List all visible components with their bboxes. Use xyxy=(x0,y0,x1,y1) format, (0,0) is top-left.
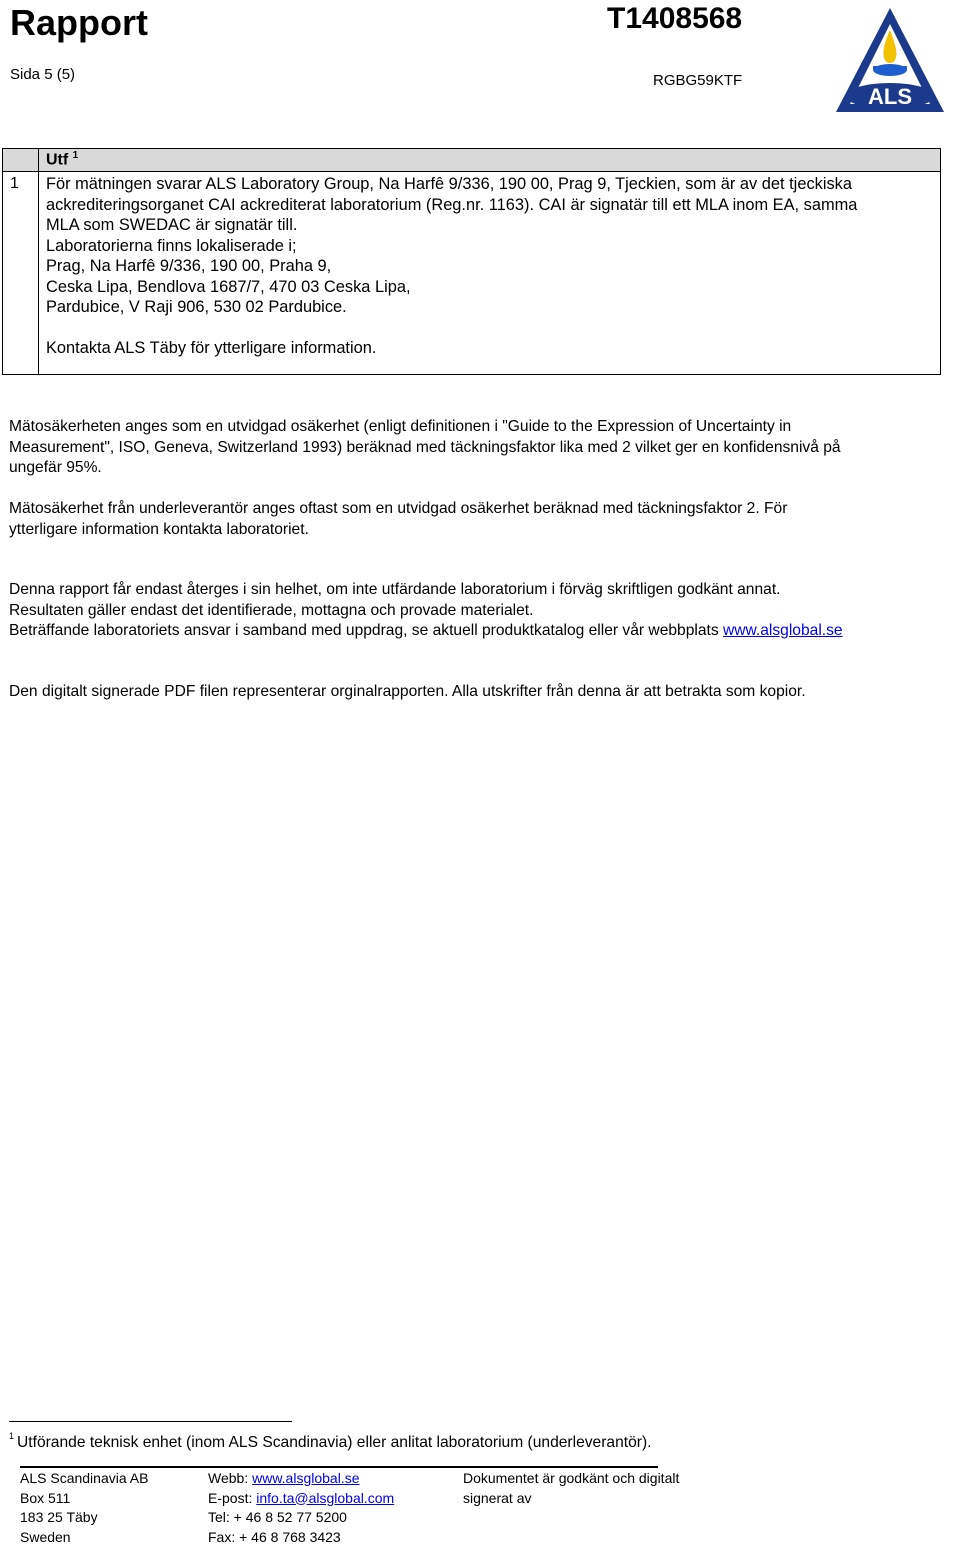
uncertainty-paragraph: Mätosäkerheten anges som en utvidgad osäkerhet (enligt definitionen i "Guide to the Expression of Uncertainty in Measurement", ISO, Geneva, Switzerland 1993) beräknad med täckningsfaktor lika med 2 vilket ger en konfidensnivå på ungefär 95%. xyxy=(9,418,841,476)
footer-signature-note: Dokumentet är godkänt och digitalt signerat av xyxy=(463,1470,680,1506)
box-header xyxy=(3,149,940,172)
subcontractor-paragraph: Mätosäkerhet från underleverantör anges oftast som en utvidgad osäkerhet beräknad med täckningsfaktor 2. För ytterligare information kontakta laboratoriet. xyxy=(9,500,788,538)
box-line: Ceska Lipa, Bendlova 1687/7, 470 03 Ceska Lipa, xyxy=(46,277,411,296)
box-line: MLA som SWEDAC är signatär till. xyxy=(46,216,298,234)
footer-address: ALS Scandinavia AB Box 511 183 25 Täby Sweden xyxy=(20,1470,149,1545)
box-content xyxy=(46,174,857,358)
page-indicator: Sida 5 (5) xyxy=(10,66,76,83)
footnote: $^1$ Utförande teknisk enhet (inom ALS Scandinavia) eller anlitat laboratorium (underleverantör). xyxy=(9,1431,652,1451)
utf-info-box xyxy=(2,148,941,375)
footer-contact: Webb: www.alsglobal.se E-post: info.ta@alsglobal.com Tel: + 46 8 52 77 5200 Fax: + 46 8 768 3423 xyxy=(208,1470,395,1545)
report-code: RGBG59KTF xyxy=(653,72,743,89)
box-line: Prag, Na Harfê 9/336, 190 00, Praha 9, xyxy=(46,257,332,275)
footer-web-link[interactable]: www.alsglobal.se xyxy=(252,1470,360,1486)
box-line: Laboratorierna finns lokaliserade i; xyxy=(46,236,297,255)
logo-text: ALS xyxy=(868,84,912,109)
box-line: ackrediteringsorganet CAI ackrediterat laboratorium (Reg.nr. 1163). CAI är signatär till ett MLA inom EA, samma xyxy=(46,195,858,214)
box-contact: Kontakta ALS Täby för ytterligare information. xyxy=(46,338,377,357)
box-line: För mätningen svarar ALS Laboratory Group, Na Harfê 9/336, 190 00, Prag 9, Tjeckien, som är av det tjeckiska xyxy=(46,175,852,193)
box-row-number: 1 xyxy=(10,175,19,192)
report-title: Rapport xyxy=(10,2,148,43)
footer-divider xyxy=(20,1466,658,1468)
footer-email-link[interactable]: info.ta@alsglobal.com xyxy=(256,1489,395,1506)
box-line: Pardubice, V Raji 906, 530 02 Pardubice. xyxy=(46,298,347,316)
pdf-notice: Den digitalt signerade PDF filen representerar orginalrapporten. Alla utskrifter från denna är att betrakta som kopior. xyxy=(9,683,806,700)
box-title: Utf $^1$ xyxy=(46,150,79,169)
document-id: T1408568 xyxy=(607,2,743,35)
als-logo xyxy=(832,4,948,116)
reproduction-paragraph: Denna rapport får endast återges i sin helhet, om inte utfärdande laboratorium i förväg skriftligen godkänt annat. Resultaten gäller endast det identifierade, mottagna och provade materialet. Beträffande laboratoriets ansvar i samband med uppdrag, se aktuell produktkatalog eller vår webbplats www.alsglobal.se xyxy=(9,581,843,639)
alsglobal-link[interactable]: www.alsglobal.se xyxy=(722,622,843,639)
footnote-divider xyxy=(9,1421,292,1422)
